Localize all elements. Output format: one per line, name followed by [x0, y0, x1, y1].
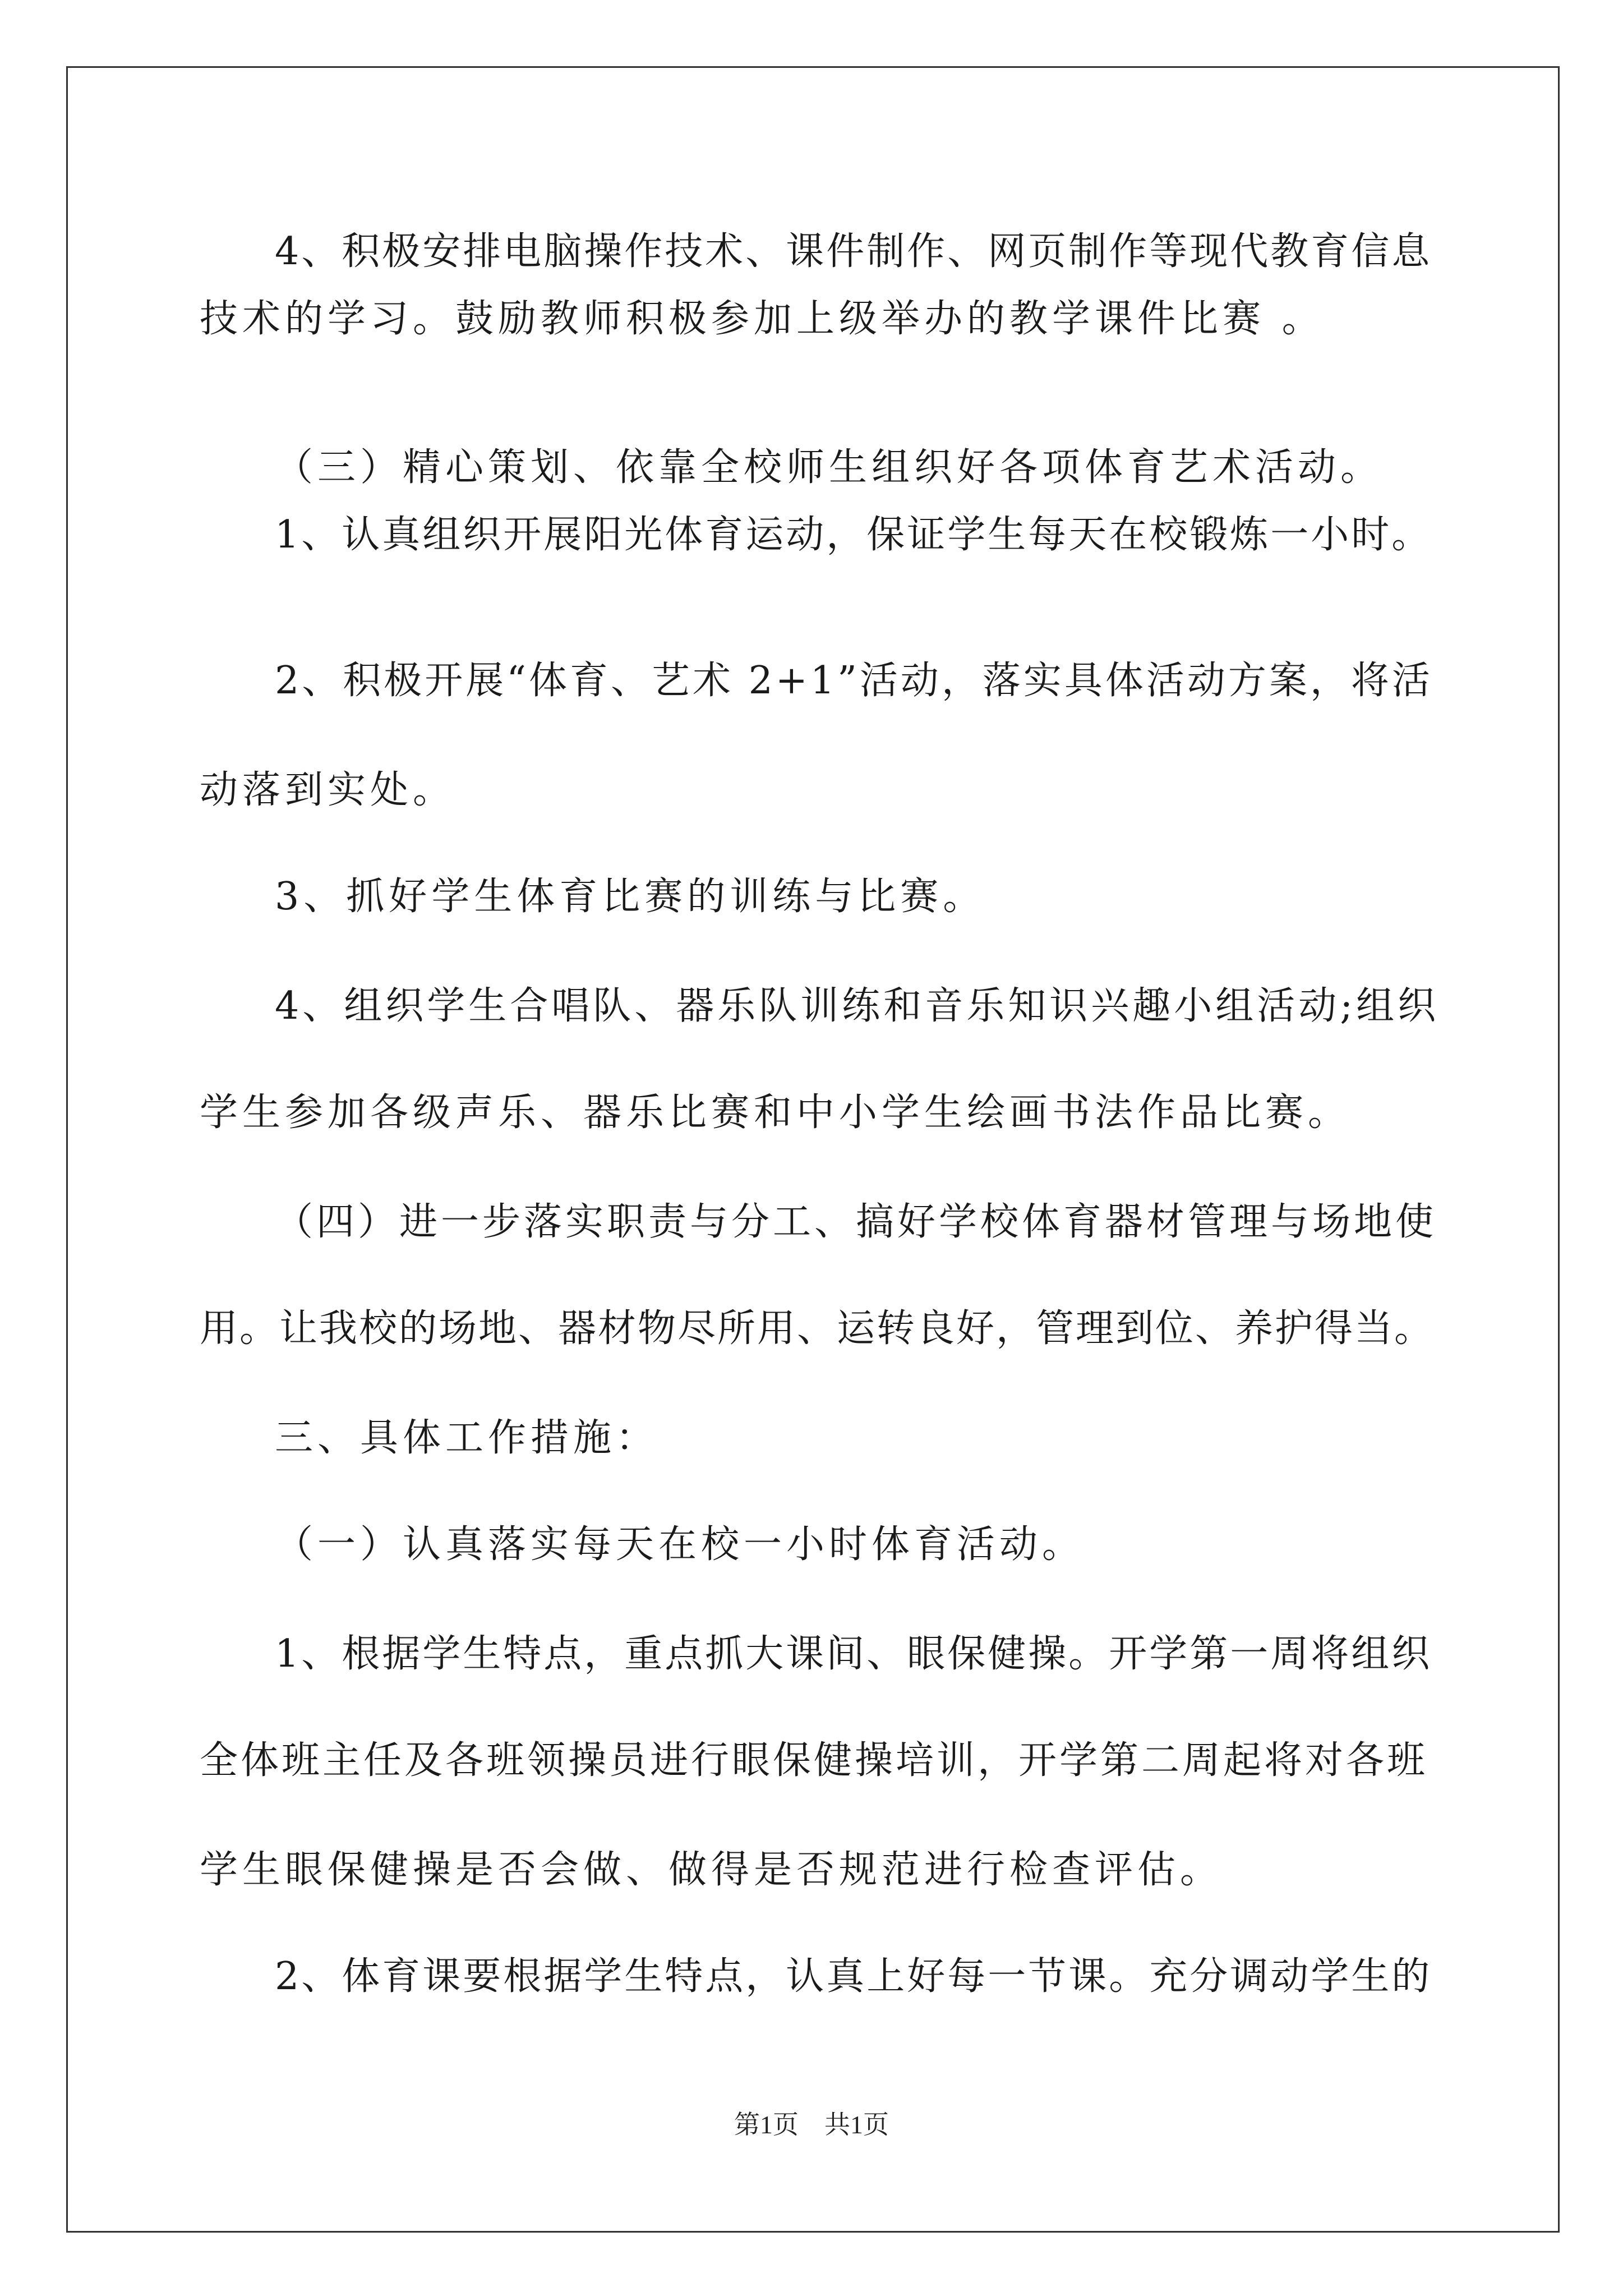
- text-line: 2、体育课要根据学生特点，认真上好每一节课。充分调动学生的: [275, 1954, 1432, 1999]
- text-line: 用。让我校的场地、器材物尽所用、运转良好，管理到位、养护得当。: [200, 1306, 1435, 1351]
- text-line: 1、认真组织开展阳光体育运动，保证学生每天在校锻炼一小时。: [275, 513, 1432, 557]
- text-line: 2、积极开展“体育、艺术 2+1”活动，落实具体活动方案，将活: [275, 659, 1433, 703]
- text-line: （四）进一步落实职责与分工、搞好学校体育器材管理与场地使: [275, 1200, 1437, 1244]
- text-line: 全体班主任及各班领操员进行眼保健操培训，开学第二周起将对各班: [200, 1738, 1428, 1783]
- text-line: 技术的学习。鼓励教师积极参加上级举办的教学课件比赛 。: [200, 297, 1325, 341]
- text-line: （三）精心策划、依靠全校师生组织好各项体育艺术活动。: [275, 445, 1384, 490]
- text-line: 三、具体工作措施：: [275, 1416, 659, 1460]
- text-line: 动落到实处。: [200, 768, 456, 812]
- text-line: 4、积极安排电脑操作技术、课件制作、网页制作等现代教育信息: [275, 229, 1432, 274]
- page-number: 第1页 共1页: [734, 2110, 889, 2139]
- text-line: 3、抓好学生体育比赛的训练与比赛。: [275, 875, 986, 919]
- text-line: （一）认真落实每天在校一小时体育活动。: [275, 1522, 1085, 1567]
- text-line: 学生眼保健操是否会做、做得是否规范进行检查评估。: [200, 1848, 1223, 1892]
- text-line: 4、组织学生合唱队、器乐队训练和音乐知识兴趣小组活动;组织: [275, 984, 1440, 1028]
- text-line: 学生参加各级声乐、器乐比赛和中小学生绘画书法作品比赛。: [200, 1091, 1351, 1135]
- text-line: 1、根据学生特点，重点抓大课间、眼保健操。开学第一周将组织: [275, 1632, 1432, 1676]
